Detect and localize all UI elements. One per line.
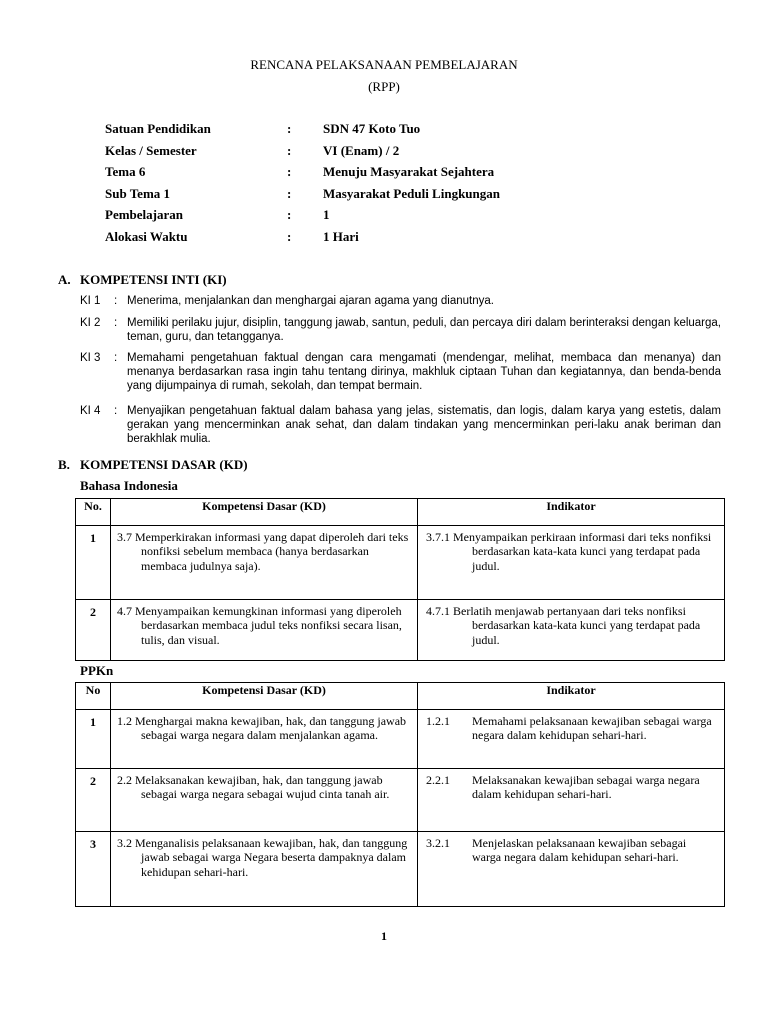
header-kd: Kompetensi Dasar (KD) [111,499,418,526]
info-label: Pembelajaran [105,207,183,222]
section-title: KOMPETENSI INTI (KI) [80,272,227,287]
ki-text: Menerima, menjalankan dan menghargai ajaran agama yang dianutnya. [127,295,494,307]
header-no: No [76,683,111,710]
kd-table-ppkn [75,682,725,907]
ki-colon: : [114,352,118,364]
section-a-heading [58,272,227,288]
info-colon: : [287,207,292,222]
kd-text: 3.2 Menganalisis pelaksanaan kewajiban, hak, dan tanggung jawab sebagai warga Negara beserta dampaknya dalam kehidupan sehari-hari. [117,836,408,879]
indikator-line [426,714,716,743]
kd-cell [111,526,418,600]
indikator-number: 3.2.1 [426,836,450,850]
ki-code: KI 1 [80,295,101,307]
header-no: No. [76,499,111,526]
header-indikator: Indikator [418,683,725,710]
ki-colon: : [114,295,118,307]
indikator-cell [418,710,725,769]
row-number: 3 [76,832,111,907]
row-number: 1 [76,526,111,600]
indikator-line [426,773,716,802]
kd-cell [111,832,418,907]
row-number: 1 [76,710,111,769]
info-value: 1 Hari [323,228,359,244]
ki-code: KI 3 [80,352,101,364]
table-header-row [76,499,725,526]
info-value: Masyarakat Peduli Lingkungan [323,185,500,201]
info-colon: : [287,121,292,136]
info-row-satuan [105,121,500,143]
indikator-cell [418,600,725,661]
table-row [76,526,725,600]
ki-colon: : [114,317,118,329]
ki-text: Menyajikan pengetahuan faktual dalam bahasa yang jelas, sistematis, dan logis, dalam karya yang estetis, dalam gerakan yang mencerminkan anak sehat, dan dalam tindakan yang mencerminkan peri-laku anak beriman dan berakhlak mulia. [127,405,721,446]
indikator-number: 1.2.1 [426,714,450,728]
indikator-cell [418,526,725,600]
indikator-cell [418,769,725,832]
info-colon: : [287,164,292,179]
info-row-pembelajaran [105,207,500,229]
indikator-text: Melaksanakan kewajiban sebagai warga negara dalam kehidupan sehari-hari. [472,773,700,802]
info-value: 1 [323,207,330,222]
kd-text: 4.7 Menyampaikan kemungkinan informasi yang diperoleh berdasarkan membaca judul teks nonfiksi secara lisan, tulis, dan visual. [117,604,402,647]
header-indikator: Indikator [418,499,725,526]
indikator-number: 2.2.1 [426,773,450,787]
section-letter: B. [58,457,70,472]
table-header-row [76,683,725,710]
info-value: VI (Enam) / 2 [323,142,400,158]
info-row-subtema [105,186,500,208]
ki-colon: : [114,405,118,417]
kd-text: 2.2 Melaksanakan kewajiban, hak, dan tanggung jawab sebagai warga negara sebagai wujud cinta tanah air. [117,773,390,802]
ki-item-4 [80,404,721,446]
kd-table-bahasa [75,498,725,661]
indikator-cell [418,832,725,907]
ki-item-3 [80,351,721,393]
info-colon: : [287,185,292,201]
section-letter: A. [58,272,71,287]
info-label: Satuan Pendidikan [105,121,211,136]
info-value: Menuju Masyarakat Sejahtera [323,164,495,179]
ki-code: KI 4 [80,405,101,417]
section-b-heading [58,457,248,473]
info-value: SDN 47 Koto Tuo [323,121,421,136]
indikator-text: 4.7.1 Berlatih menjawab pertanyaan dari teks nonfiksi berdasarkan kata-kata kunci yang terdapat pada judul. [426,604,701,647]
indikator-text: 3.7.1 Menyampaikan perkiraan informasi dari teks nonfiksi berdasarkan kata-kata kunci yang terdapat pada judul. [426,530,712,573]
ki-text: Memahami pengetahuan faktual dengan cara mengamati (mendengar, melihat, membaca dan menanya) dan menanya berdasarkan rasa ingin tahu tentang dirinya, makhluk ciptaan Tuhan dan kegiatannya, dan benda-benda yang dijumpainya di rumah, sekolah, dan tempat bermain. [127,352,721,393]
info-label: Alokasi Waktu [105,228,188,244]
info-row-kelas [105,143,500,165]
kd-text: 1.2 Menghargai makna kewajiban, hak, dan tanggung jawab sebagai warga negara dalam menjalankan agama. [117,714,407,743]
ki-code: KI 2 [80,317,101,329]
identity-block [105,121,500,250]
ki-item-2 [80,316,721,344]
info-row-tema [105,164,500,186]
subject-ppkn: PPKn [80,663,114,678]
kd-cell [111,600,418,661]
kd-cell [111,769,418,832]
info-label: Sub Tema 1 [105,185,171,201]
info-label: Kelas / Semester [105,142,197,158]
kd-text: 3.7 Memperkirakan informasi yang dapat diperoleh dari teks nonfiksi sebelum membaca (hanya berdasarkan membaca judulnya saja). [117,530,409,573]
indikator-text: Memahami pelaksanaan kewajiban sebagai warga negara dalam kehidupan sehari-hari. [472,714,712,743]
document-subtitle: (RPP) [368,79,400,94]
table-row [76,769,725,832]
kd-cell [111,710,418,769]
page-number: 1 [381,929,387,943]
row-number: 2 [76,769,111,832]
info-label: Tema 6 [105,164,146,179]
info-colon: : [287,142,292,158]
document-title: RENCANA PELAKSANAAN PEMBELAJARAN [250,57,518,72]
indikator-line [426,836,716,865]
indikator-text: Menjelaskan pelaksanaan kewajiban sebagai warga negara dalam kehidupan sehari-hari. [472,836,687,865]
table-row [76,710,725,769]
header-kd: Kompetensi Dasar (KD) [111,683,418,710]
row-number: 2 [76,600,111,661]
subject-bahasa-indonesia: Bahasa Indonesia [80,478,178,493]
table-row [76,600,725,661]
section-title: KOMPETENSI DASAR (KD) [80,457,248,472]
info-colon: : [287,228,292,244]
ki-text: Memiliki perilaku jujur, disiplin, tanggung jawab, santun, peduli, dan percaya diri dalam berinteraksi dengan keluarga, teman, guru, dan tetangganya. [127,317,721,344]
info-row-alokasi [105,229,500,251]
table-row [76,832,725,907]
ki-item-1 [80,294,721,308]
